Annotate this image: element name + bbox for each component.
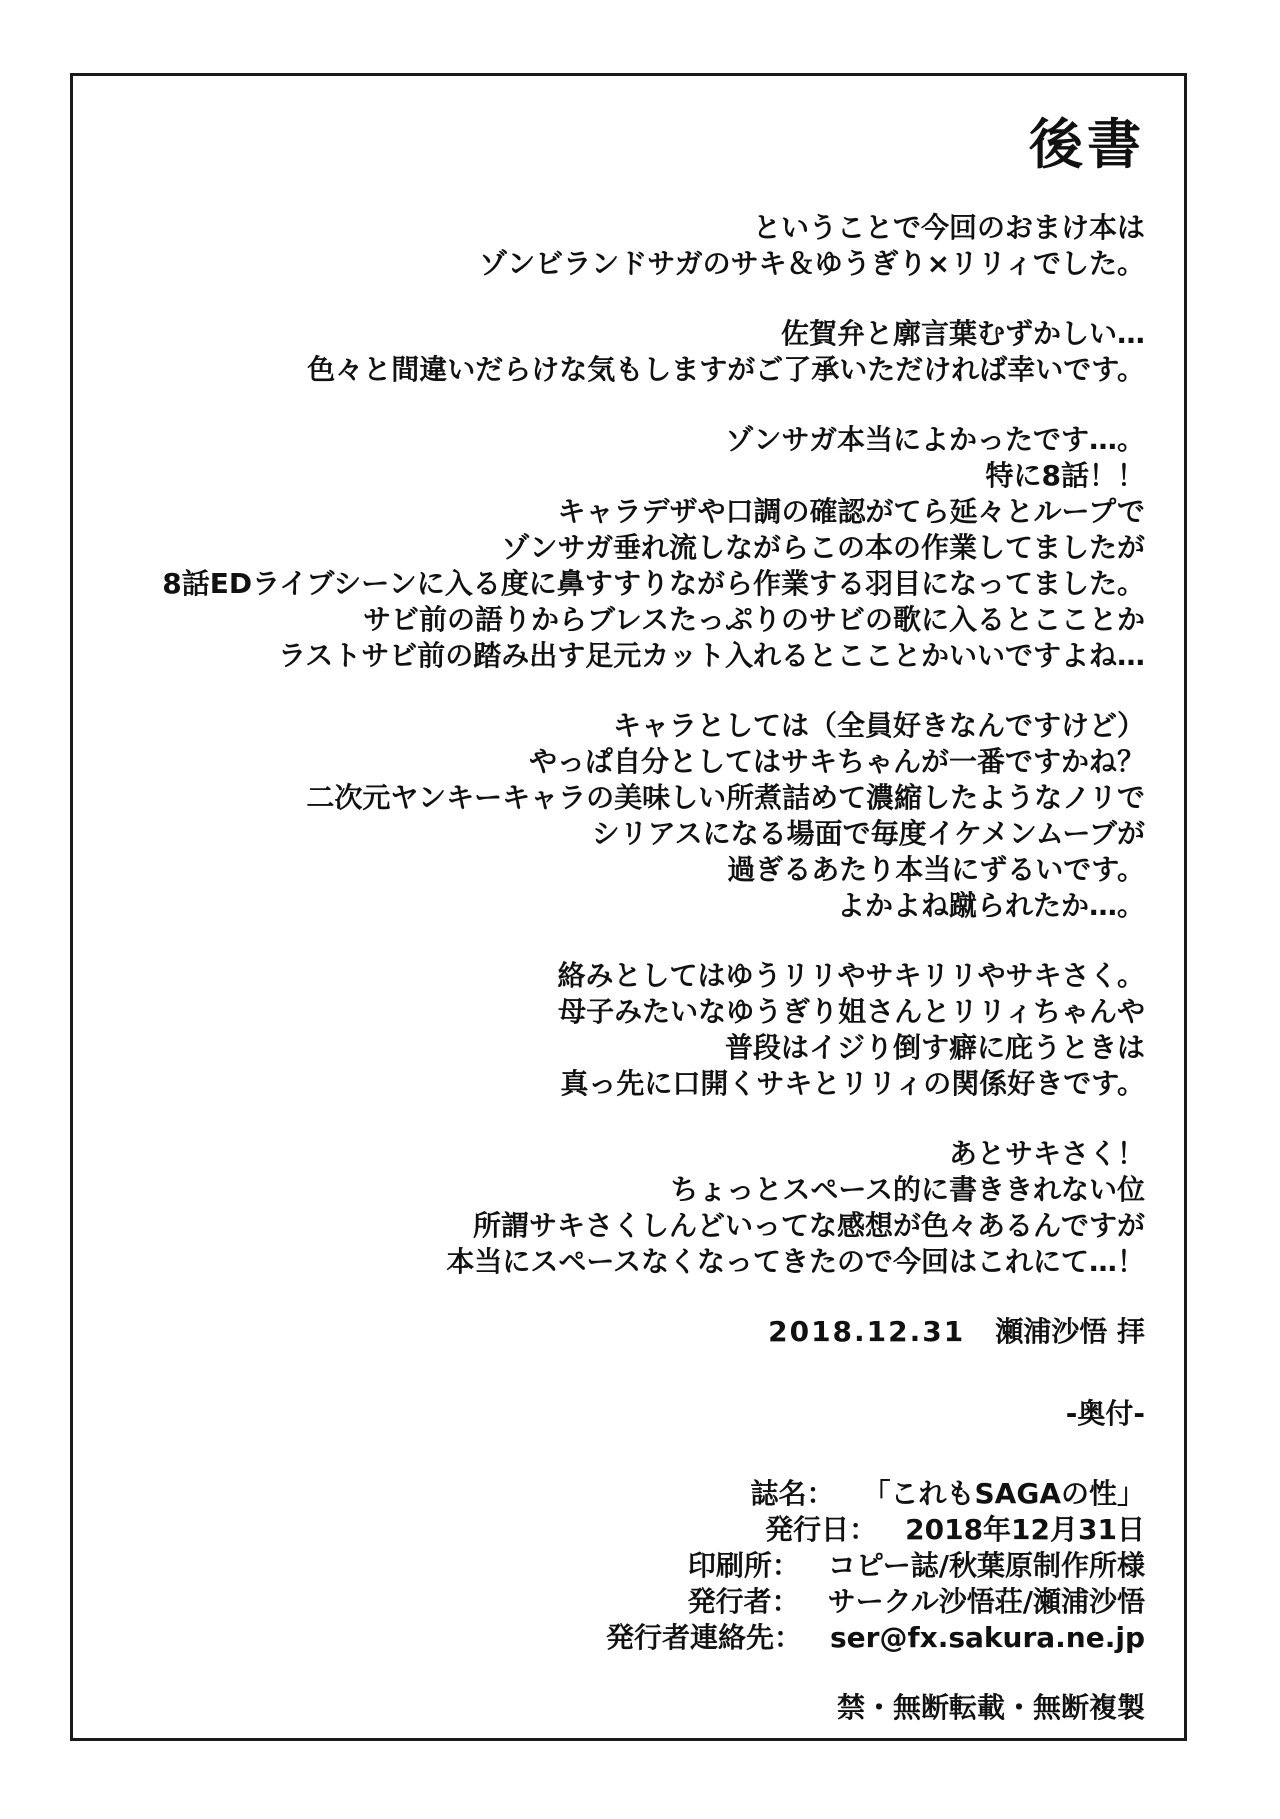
- text-line: シリアスになる場面で毎度イケメンムーブが: [591, 817, 1145, 850]
- signature-date: 2018.12.31: [768, 1315, 966, 1348]
- text-line: あとサキさく！: [948, 1137, 1145, 1170]
- colophon-row-date: [110, 1512, 1145, 1548]
- text-line: ラストサビ前の踏み出す足元カット入れるとこことかいいですよね…: [278, 639, 1145, 672]
- colophon-label: 発行者：: [687, 1585, 800, 1618]
- colophon-value: ser@fx.sakura.ne.jp: [830, 1621, 1145, 1654]
- colophon-value: コピー誌/秋葉原制作所様: [827, 1549, 1145, 1582]
- text-line: ということで今回のおまけ本は: [752, 211, 1145, 244]
- colophon-label: 印刷所：: [687, 1549, 800, 1582]
- text-line: 真っ先に口開くサキとリリィの関係好きです。: [560, 1067, 1145, 1100]
- text-line: 普段はイジり倒す癖に庇うときは: [724, 1031, 1145, 1064]
- colophon-value: 「これもSAGAの性」: [862, 1477, 1145, 1510]
- text-line: 過ぎるあたり本当にずるいです。: [727, 853, 1145, 886]
- text-line: 特に8話！！: [985, 459, 1145, 492]
- colophon-value: サークル沙悟荘/瀬浦沙悟: [827, 1585, 1145, 1618]
- text-line: ゾンビランドサガのサキ＆ゆうぎり×リリィでした。: [479, 247, 1145, 280]
- colophon-row-printer: [110, 1548, 1145, 1584]
- paragraph-2: [110, 316, 1145, 388]
- colophon-label: 発行者連絡先：: [605, 1621, 802, 1654]
- text-line: 佐賀弁と廓言葉むずかしい…: [780, 317, 1145, 350]
- text-line: 母子みたいなゆうぎり姐さんとリリィちゃんや: [558, 995, 1145, 1028]
- text-line: 本当にスペースなくなってきたので今回はこれにて…！: [446, 1245, 1145, 1278]
- text-line: よかよね蹴られたか…。: [836, 889, 1145, 922]
- text-line: ちょっとスペース的に書ききれない位: [670, 1173, 1145, 1206]
- text-line: キャラとしては（全員好きなんですけど）: [612, 709, 1145, 742]
- afterword-content: [110, 100, 1145, 1726]
- paragraph-6: [110, 1136, 1145, 1280]
- text-line: やっぱ自分としてはサキちゃんが一番ですかね？: [528, 745, 1145, 778]
- text-line: 絡みとしてはゆうリリやサキリリやサキさく。: [557, 959, 1145, 992]
- text-line: 8話EDライブシーンに入る度に鼻すすりながら作業する羽目になってました。: [162, 567, 1145, 600]
- text-line: ゾンサガ垂れ流しながらこの本の作業してましたが: [501, 531, 1145, 564]
- colophon-row-title: [110, 1476, 1145, 1512]
- colophon-value: 2018年12月31日: [905, 1513, 1145, 1546]
- text-line: 所謂サキさくしんどいってな感想が色々あるんですが: [472, 1209, 1145, 1242]
- colophon-heading: -奥付-: [1065, 1397, 1145, 1430]
- paragraph-4: [110, 708, 1145, 924]
- colophon: [110, 1476, 1145, 1656]
- colophon-label: 発行日：: [765, 1513, 878, 1546]
- colophon-label: 誌名：: [750, 1477, 835, 1510]
- text-line: ゾンサガ本当によかったです…。: [725, 423, 1145, 456]
- copyright-notice: 禁・無断転載・無断複製: [836, 1691, 1145, 1724]
- colophon-row-publisher: [110, 1584, 1145, 1620]
- page-title: 後書: [1029, 113, 1145, 176]
- paragraph-5: [110, 958, 1145, 1102]
- text-line: サビ前の語りからブレスたっぷりのサビの歌に入るとこことか: [362, 603, 1145, 636]
- paragraph-1: [110, 210, 1145, 282]
- signature-author: 瀬浦沙悟 拝: [995, 1315, 1145, 1348]
- signature: [110, 1314, 1145, 1350]
- paragraph-3: [110, 422, 1145, 674]
- text-line: 色々と間違いだらけな気もしますがご了承いただければ幸いです。: [307, 353, 1145, 386]
- colophon-row-contact: [110, 1620, 1145, 1656]
- text-line: 二次元ヤンキーキャラの美味しい所煮詰めて濃縮したようなノリで: [306, 781, 1145, 814]
- text-line: キャラデザや口調の確認がてら延々とループで: [557, 495, 1145, 528]
